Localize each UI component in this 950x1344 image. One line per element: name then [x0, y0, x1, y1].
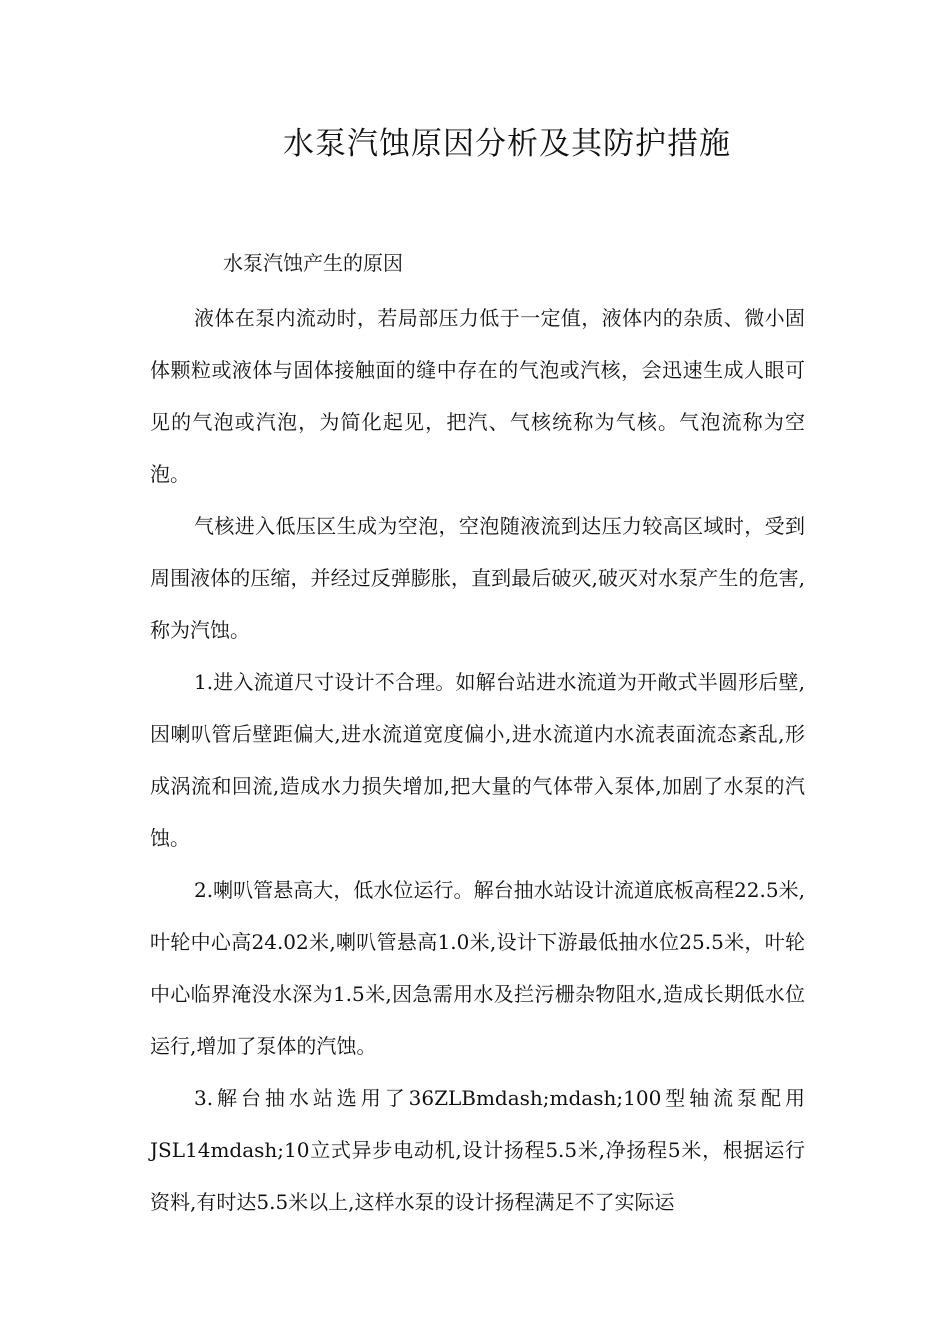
paragraph-3: 1.进入流道尺寸设计不合理。如解台站进水流道为开敞式半圆形后壁,因喇叭管后壁距偏大,进水流道宽度偏小,进水流道内水流表面流态紊乱,形成涡流和回流,造成水力损失增加,把大量的气体带入泵体,加剧了水泵的汽蚀。: [150, 670, 805, 850]
paragraph-1: 液体在泵内流动时，若局部压力低于一定值，液体内的杂质、微小固体颗粒或液体与固体接触面的缝中存在的气泡或汽核，会迅速生成人眼可见的气泡或汽泡，为简化起见，把汽、气核统称为气核。气泡流称为空泡。: [150, 306, 805, 486]
paragraph-4: 2.喇叭管悬高大，低水位运行。解台抽水站设计流道底板高程22.5米,叶轮中心高24.02米,喇叭管悬高1.0米,设计下游最低抽水位25.5米，叶轮中心临界淹没水深为1.5米,因急需用水及拦污栅杂物阻水,造成长期低水位运行,增加了泵体的汽蚀。: [150, 878, 805, 1058]
document-body: [150, 292, 805, 1228]
section-heading: 水泵汽蚀产生的原因: [223, 251, 403, 275]
paragraph-5: 3.解台抽水站选用了36ZLBmdash;mdash;100型轴流泵配用JSL14mdash;10立式异步电动机,设计扬程5.5米,净扬程5米，根据运行资料,有时达5.5米以上,这样水泵的设计扬程满足不了实际运: [150, 1086, 805, 1214]
document-title: 水泵汽蚀原因分析及其防护措施: [283, 126, 731, 162]
paragraph-2: 气核进入低压区生成为空泡，空泡随液流到达压力较高区域时，受到周围液体的压缩，并经过反弹膨胀，直到最后破灭,破灭对水泵产生的危害,称为汽蚀。: [150, 514, 805, 642]
